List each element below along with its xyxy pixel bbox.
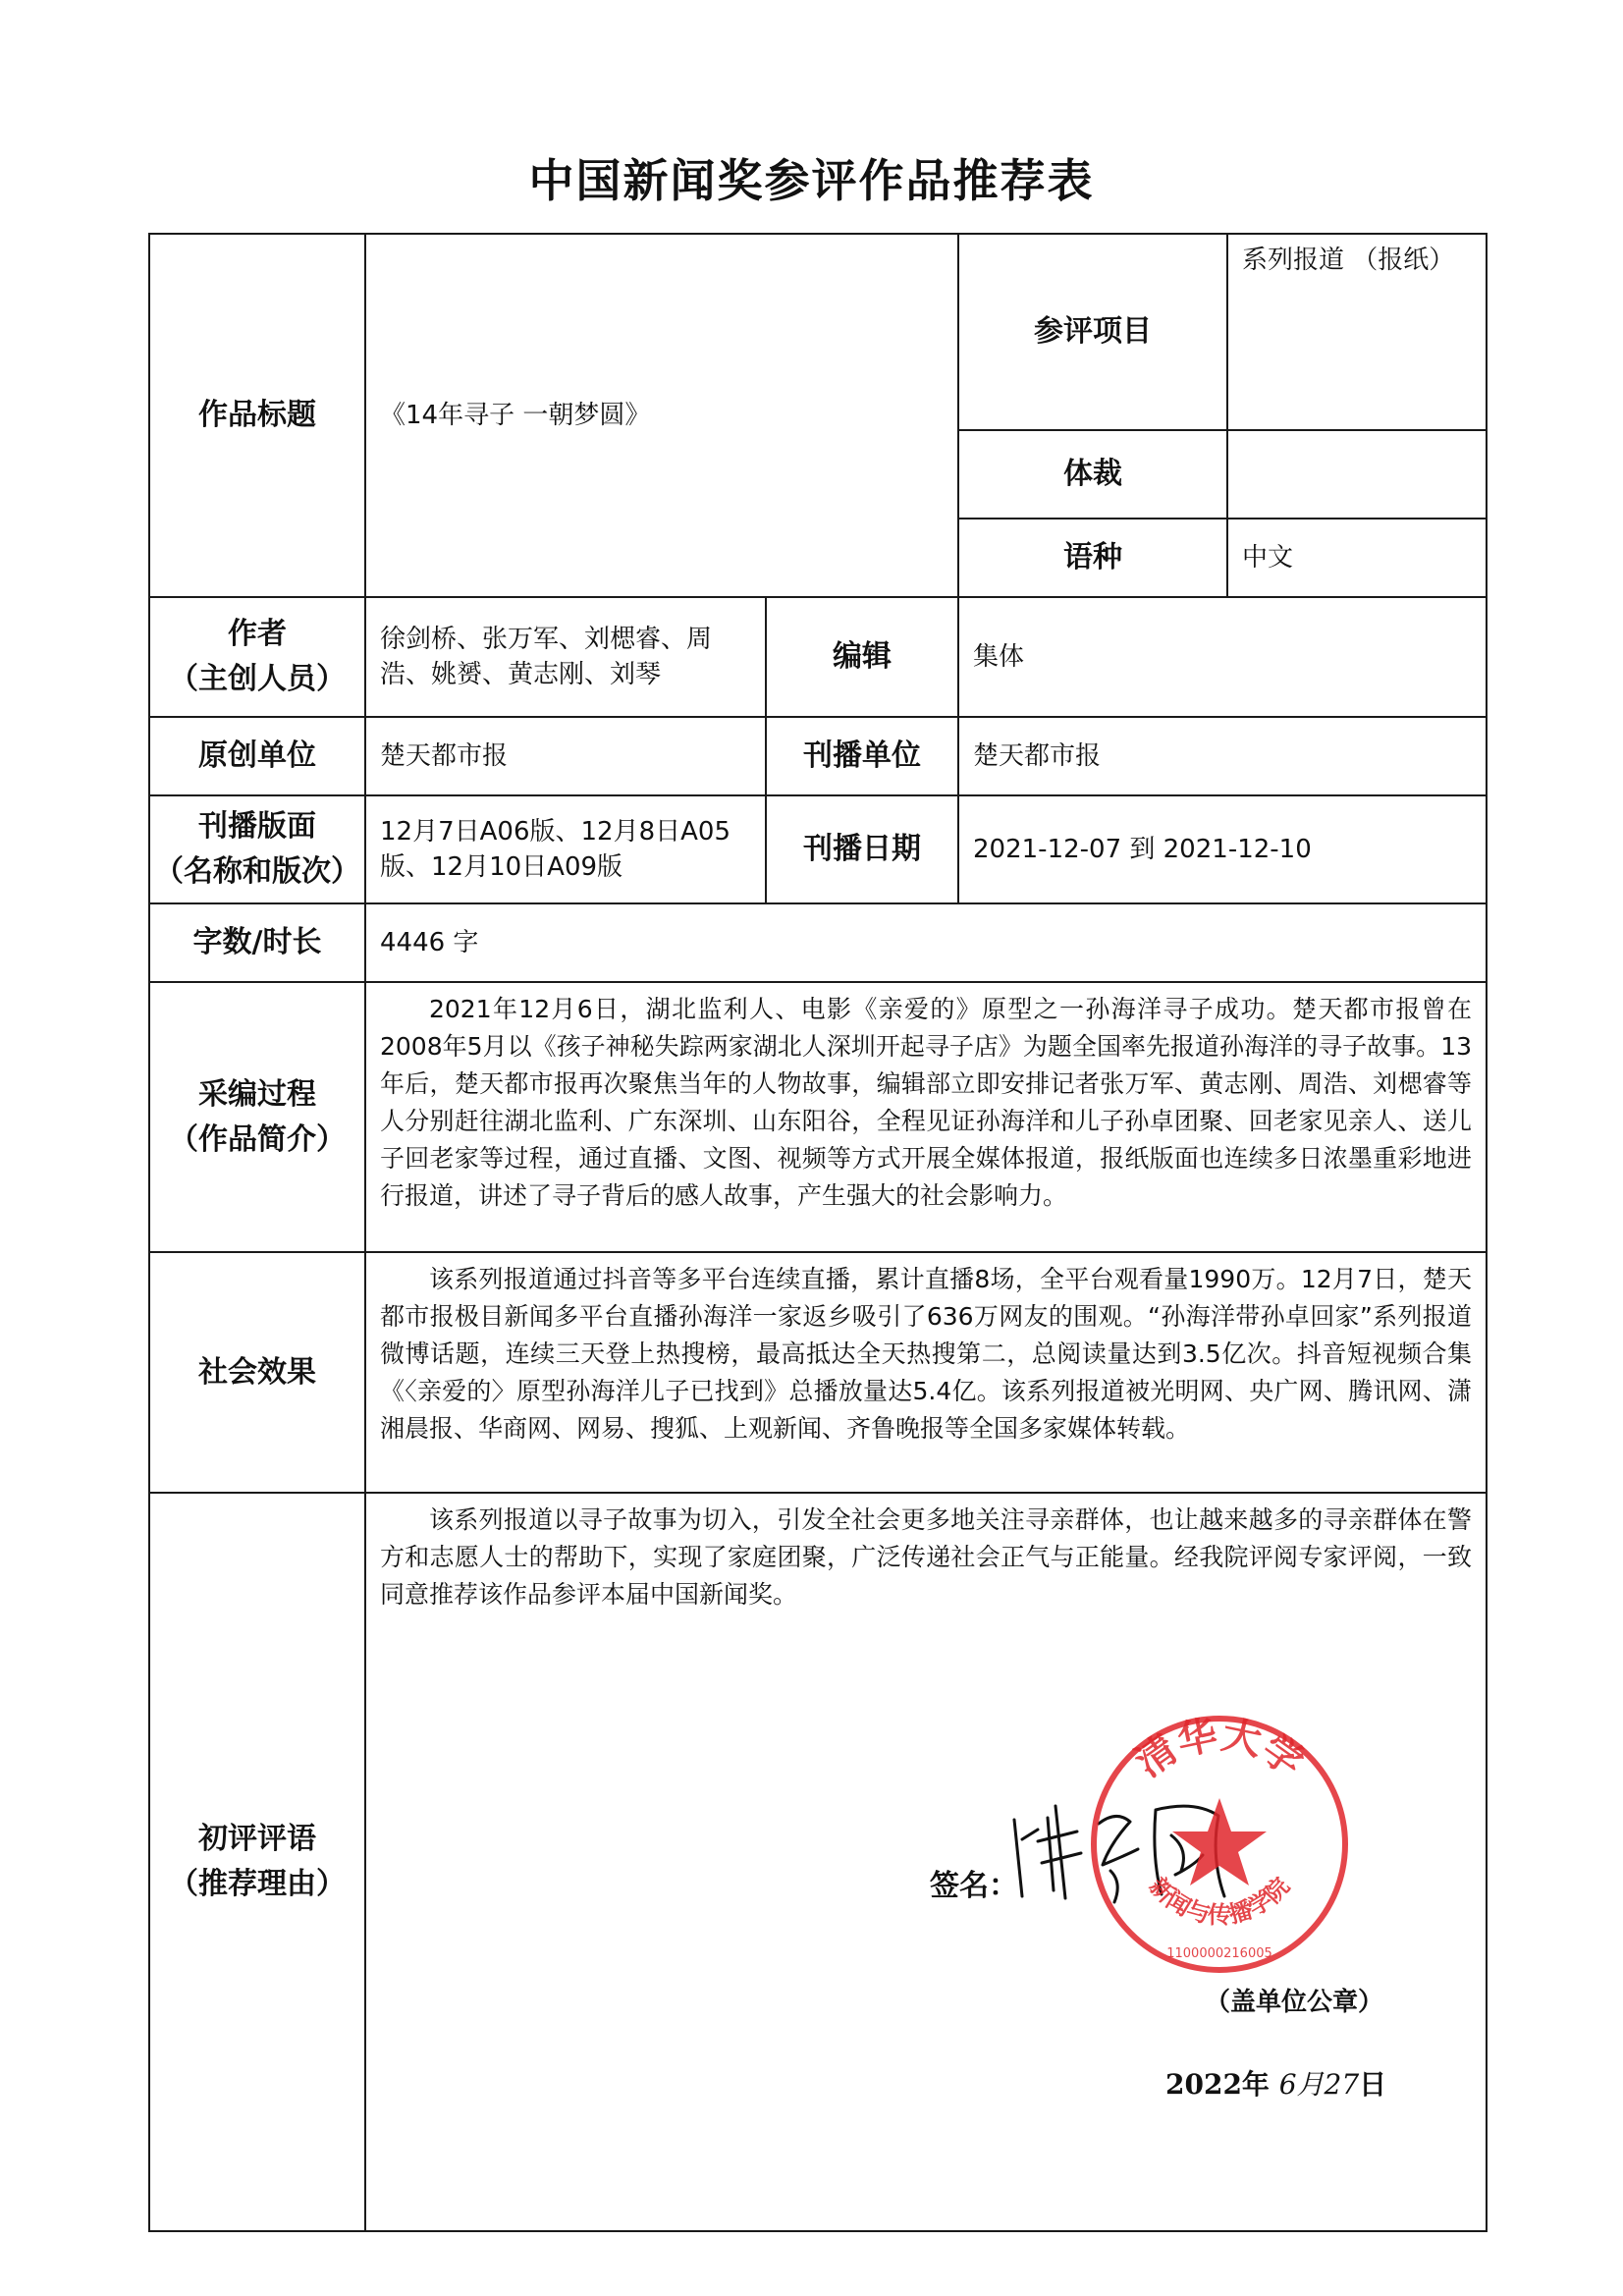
recommendation-form [148, 233, 1488, 2232]
genre-value [1227, 430, 1487, 519]
signature-area [380, 1613, 1472, 2222]
publish-date-value: 2021-12-07 到 2021-12-10 [958, 795, 1487, 903]
word-count-label: 字数/时长 [149, 903, 365, 982]
stamp-number: 1100000216005 [1166, 1946, 1272, 1961]
layout-value: 12月7日A06版、12月8日A05版、12月10日A09版 [365, 795, 766, 903]
authors-label-line2: （主创人员） [169, 662, 346, 696]
category-label: 参评项目 [958, 234, 1227, 430]
publish-unit-value: 楚天都市报 [958, 717, 1487, 795]
language-label: 语种 [958, 519, 1227, 597]
stamp-top-text: 清华大学 [1126, 1712, 1313, 1786]
review-label-line2: （推荐理由） [169, 1867, 346, 1901]
genre-label: 体裁 [958, 430, 1227, 519]
review-label-line1: 初评评语 [198, 1822, 316, 1856]
svg-text:清华大学 [1127, 1712, 1312, 1786]
document-title: 中国新闻奖参评作品推荐表 [528, 154, 1095, 207]
impact-text: 该系列报道通过抖音等多平台连续直播，累计直播8场，全平台观看量1990万。12月7日，楚天都市报极目新闻多平台直播孙海洋一家返乡吸引了636万网友的围观。“孙海洋带孙卓回家”系列报道微博话题，连续三天登上热搜榜，最高抵达全天热搜第二，总阅读量达到3.5亿次。抖音短视频合集《〈亲爱的〉原型孙海洋儿子已找到》总播放量达5.4亿。该系列报道被光明网、央广网、腾讯网、潇湘晨报、华商网、网易、搜狐、上观新闻、齐鲁晚报等全国多家媒体转载。 [380, 1265, 1473, 1443]
layout-label-line1: 刊播版面 [198, 809, 316, 844]
authors-label-line1: 作者 [228, 617, 287, 651]
stamp-bottom-text: 新闻与传播学院 [1144, 1871, 1295, 1930]
authors-label [149, 597, 365, 717]
svg-text:新闻与传播学院 [1144, 1872, 1295, 1929]
date-day: 27 [1324, 2068, 1360, 2101]
process-label-line1: 采编过程 [198, 1076, 316, 1112]
process-label [149, 982, 365, 1252]
language-value: 中文 [1227, 519, 1487, 597]
impact-value [365, 1252, 1487, 1493]
layout-label [149, 795, 365, 903]
review-label [149, 1493, 365, 2231]
origin-unit-label: 原创单位 [149, 717, 365, 795]
publish-date-label: 刊播日期 [766, 795, 958, 903]
process-value [365, 982, 1487, 1252]
review-value [365, 1493, 1487, 2231]
official-stamp [1087, 1712, 1352, 1977]
authors-value: 徐剑桥、张万军、刘楒睿、周浩、姚赟、黄志刚、刘琴 [365, 597, 766, 717]
origin-unit-value: 楚天都市报 [365, 717, 766, 795]
category-value: 系列报道 （报纸） [1227, 234, 1487, 430]
process-label-line2: （作品简介） [169, 1121, 346, 1157]
work-title-value: 《14年寻子 一朝梦圆》 [365, 234, 958, 597]
review-date [1165, 2067, 1386, 2103]
seal-note: （盖单位公章） [1205, 1988, 1384, 2017]
date-suffix: 日 [1359, 2068, 1387, 2101]
review-text: 该系列报道以寻子故事为切入，引发全社会更多地关注寻亲群体，也让越来越多的寻亲群体在警方和志愿人士的帮助下，实现了家庭团聚，广泛传递社会正气与正能量。经我院评阅专家评阅，一致同意推荐该作品参评本届中国新闻奖。 [380, 1505, 1473, 1609]
publish-unit-label: 刊播单位 [766, 717, 958, 795]
layout-label-line2: （名称和版次） [154, 854, 360, 889]
date-month: 6月 [1278, 2068, 1325, 2101]
impact-label: 社会效果 [149, 1252, 365, 1493]
editor-value: 集体 [958, 597, 1487, 717]
editor-label: 编辑 [766, 597, 958, 717]
date-year: 2022年 [1165, 2068, 1270, 2101]
signature-label: 签名： [930, 1869, 1018, 1903]
work-title-label: 作品标题 [149, 234, 365, 597]
process-text: 2021年12月6日，湖北监利人、电影《亲爱的》原型之一孙海洋寻子成功。楚天都市报曾在2008年5月以《孩子神秘失踪两家湖北人深圳开起寻子店》为题全国率先报道孙海洋的寻子故事。13年后，楚天都市报再次聚焦当年的人物故事，编辑部立即安排记者张万军、黄志刚、周浩、刘楒睿等人分别赶往湖北监利、广东深圳、山东阳谷，全程见证孙海洋和儿子孙卓团聚、回老家见亲人、送儿子回老家等过程，通过直播、文图、视频等方式开展全媒体报道，报纸版面也连续多日浓墨重彩地进行报道，讲述了寻子背后的感人故事，产生强大的社会影响力。 [380, 995, 1473, 1210]
word-count-value: 4446 字 [365, 903, 1487, 982]
